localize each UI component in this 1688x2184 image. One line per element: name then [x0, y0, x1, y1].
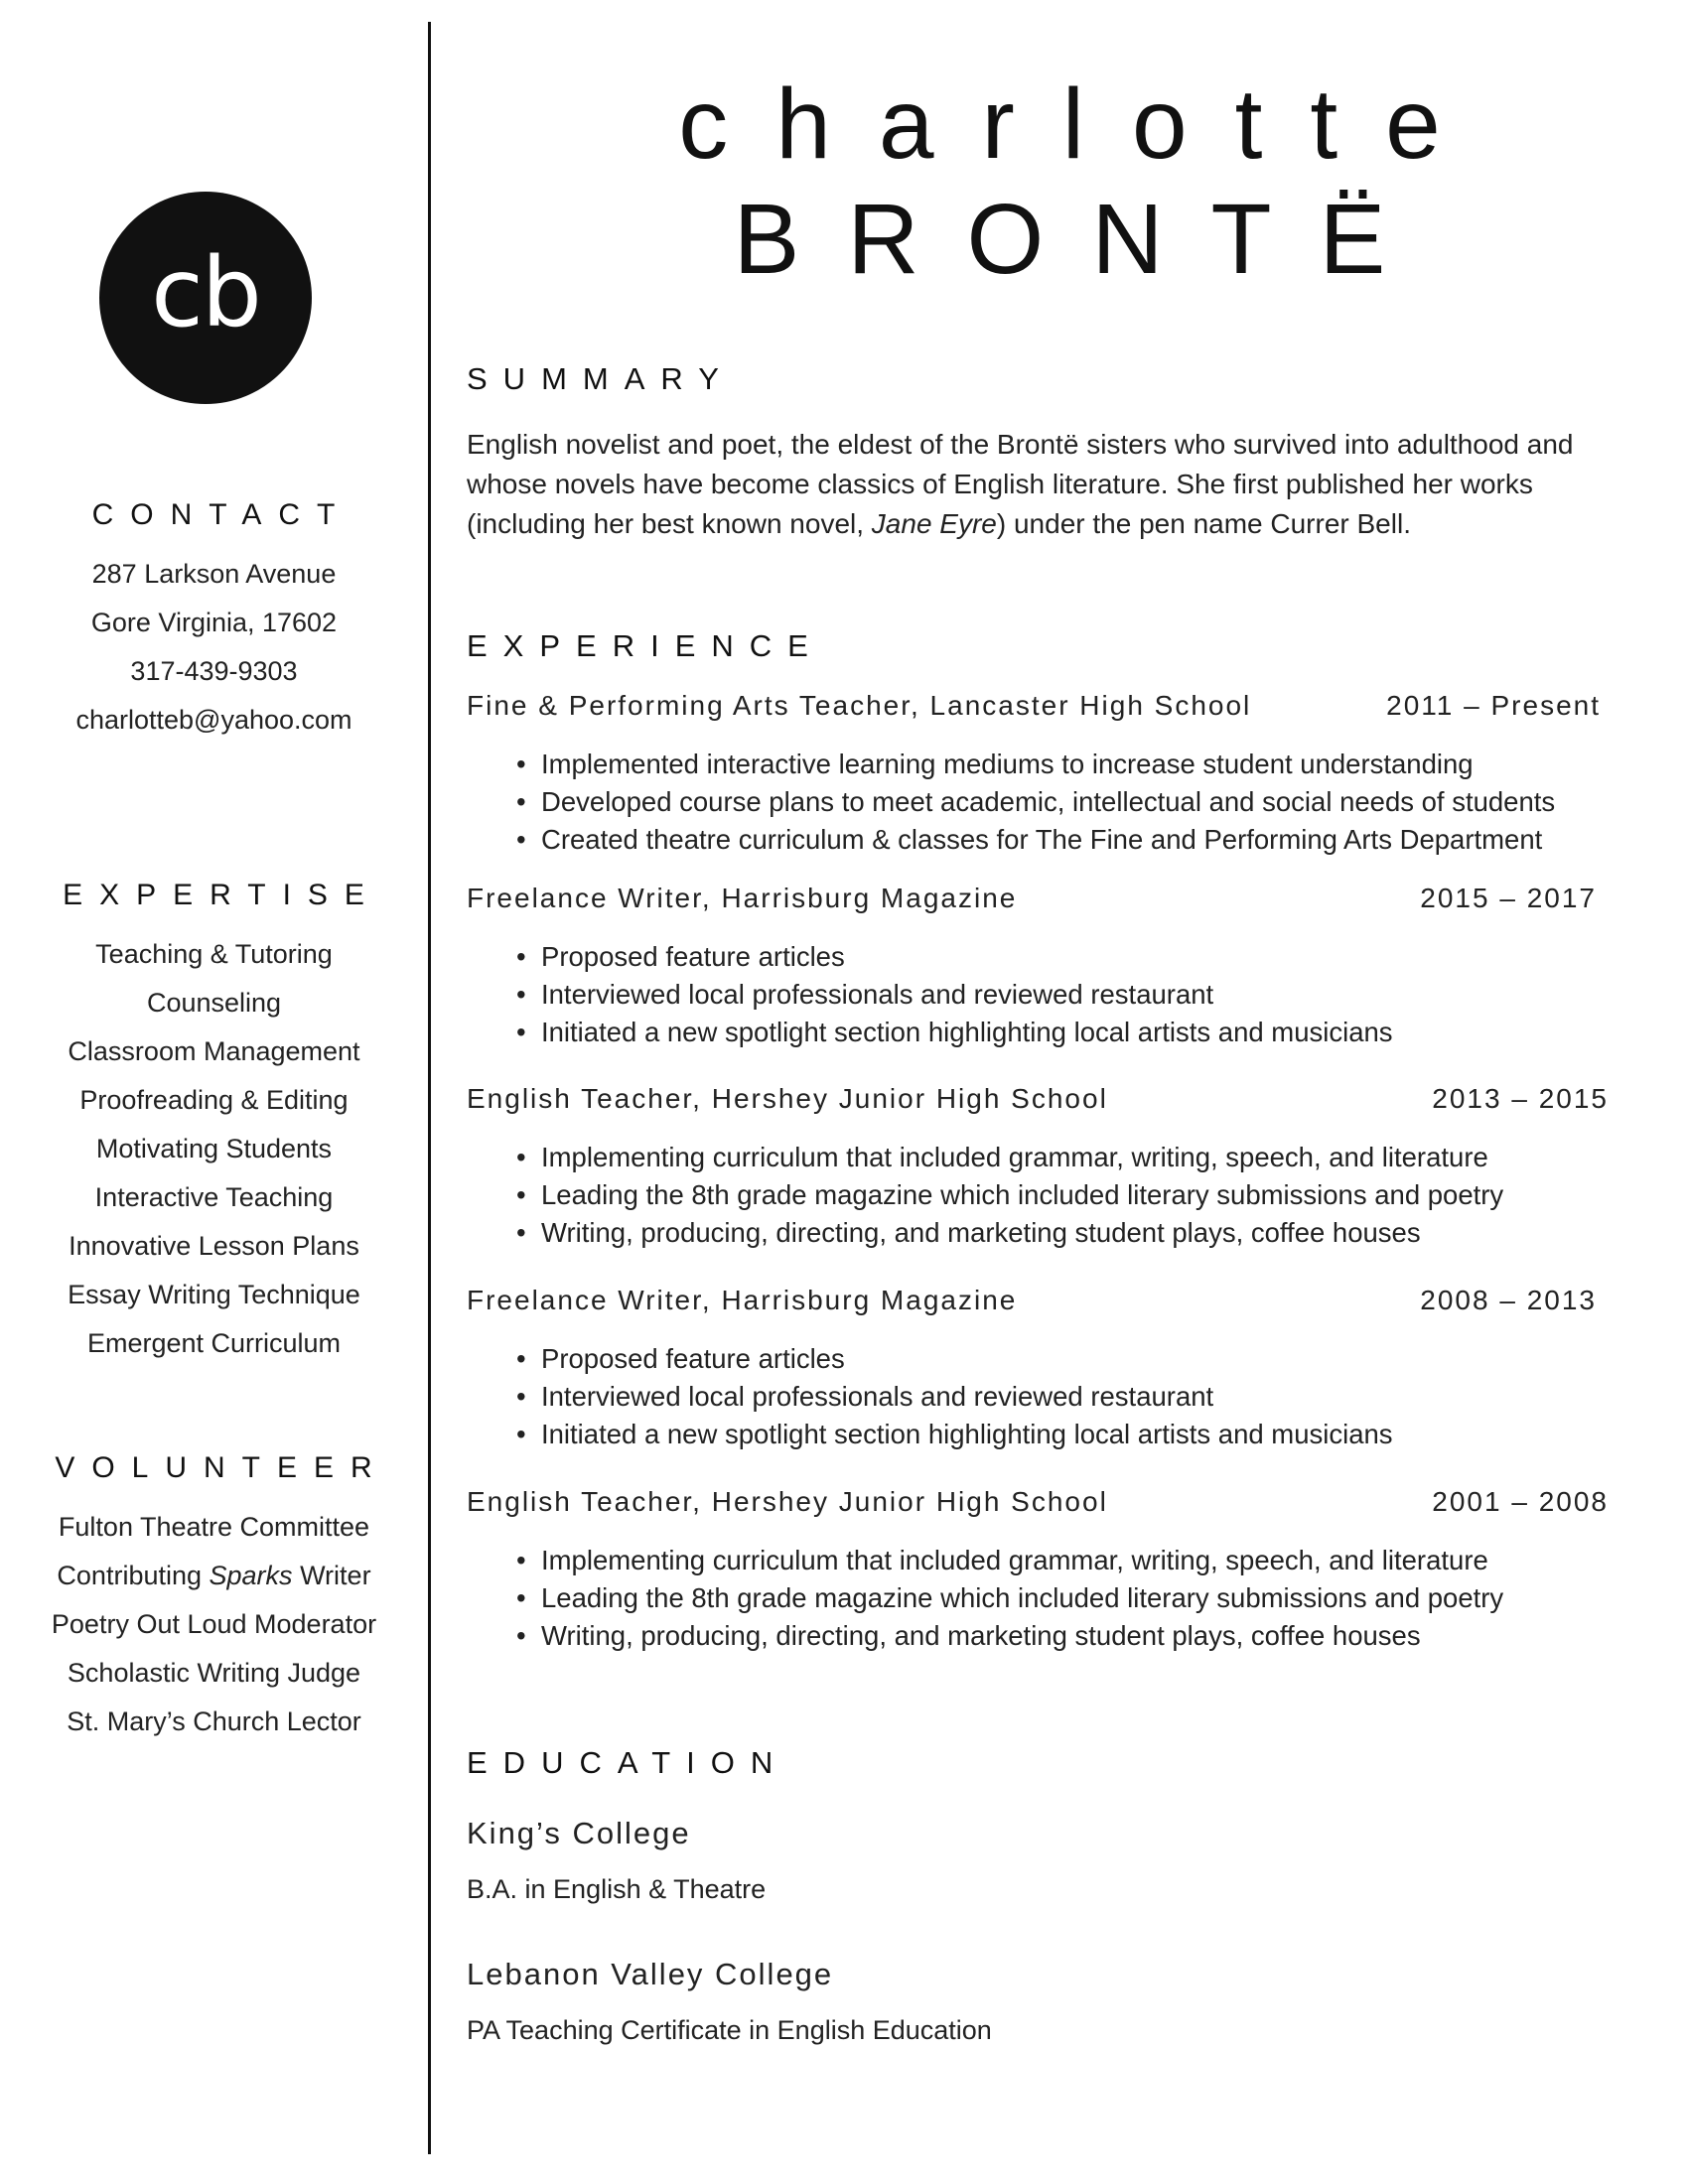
expertise-item: Emergent Curriculum	[86, 1328, 342, 1358]
job-bullets	[467, 1139, 1609, 1252]
job-bullet: • Leading the 8th grade magazine which included literary submissions and poetry	[467, 1176, 1609, 1214]
job-dates: 2001 – 2008	[1432, 1486, 1609, 1517]
contact-list	[0, 550, 428, 745]
job-bullet: • Implementing curriculum that included grammar, writing, speech, and literature	[467, 1139, 1609, 1176]
expertise-item: Proofreading & Editing	[79, 1085, 349, 1115]
volunteer-item	[0, 1552, 428, 1600]
volunteer-item: Poetry Out Loud Moderator	[51, 1609, 377, 1639]
job-bullet: • Writing, producing, directing, and marketing student plays, coffee houses	[467, 1617, 1609, 1655]
school-name: King’s College	[467, 1816, 691, 1850]
job-title: Freelance Writer, Harrisburg Magazine	[467, 1285, 1018, 1315]
publication-name: Sparks	[209, 1561, 293, 1590]
job-entry	[467, 690, 1609, 859]
job-bullets	[467, 1340, 1609, 1453]
expertise-item: Teaching & Tutoring	[95, 939, 333, 969]
job-header	[467, 1285, 1609, 1324]
job-bullet: • Implementing curriculum that included grammar, writing, speech, and literature	[467, 1542, 1609, 1579]
degree: PA Teaching Certificate in English Education	[467, 2015, 992, 2045]
expertise-heading: EXPERTISE	[63, 879, 381, 911]
expertise-item: Counseling	[146, 988, 282, 1018]
summary-text-part: ) under the pen name Currer Bell.	[996, 508, 1411, 539]
monogram-badge: cb	[99, 192, 312, 404]
job-dates: 2008 – 2013	[1420, 1285, 1597, 1315]
job-bullet: • Created theatre curriculum & classes for The Fine and Performing Arts Department	[467, 821, 1609, 859]
volunteer-list	[0, 1503, 428, 1746]
job-title: Fine & Performing Arts Teacher, Lancaster High School	[467, 690, 1252, 721]
job-header	[467, 883, 1609, 922]
expertise-section	[0, 879, 428, 1368]
contact-phone: 317-439-9303	[130, 656, 298, 686]
contact-email: charlotteb@yahoo.com	[75, 705, 352, 735]
education-entry	[467, 1814, 1559, 1907]
job-bullet: • Developed course plans to meet academic, intellectual and social needs of students	[467, 783, 1609, 821]
job-entry	[467, 1083, 1609, 1252]
job-bullet: • Leading the 8th grade magazine which included literary submissions and poetry	[467, 1579, 1609, 1617]
expertise-item: Interactive Teaching	[94, 1182, 334, 1212]
contact-address: 287 Larkson Avenue	[91, 559, 337, 589]
volunteer-item: Scholastic Writing Judge	[67, 1658, 361, 1688]
job-entry	[467, 1486, 1609, 1655]
experience-heading: EXPERIENCE	[467, 628, 824, 663]
expertise-item: Innovative Lesson Plans	[69, 1231, 359, 1261]
volunteer-heading: VOLUNTEER	[55, 1451, 389, 1484]
education-entry	[467, 1955, 1559, 2048]
novel-title: Jane Eyre	[871, 508, 997, 539]
job-dates: 2011 – Present	[1386, 690, 1601, 721]
expertise-list	[0, 930, 428, 1368]
contact-section	[0, 498, 428, 745]
job-bullet: • Implemented interactive learning mediums to increase student understanding	[467, 746, 1609, 783]
job-bullet: • Proposed feature articles	[467, 1340, 1609, 1378]
column-divider	[428, 22, 431, 2154]
job-entry	[467, 883, 1609, 1051]
volunteer-item: St. Mary’s Church Lector	[67, 1706, 361, 1736]
summary-text-part: English novelist and poet, the eldest of the Brontë sisters who survived into adulthood and whose novels have become classics of English literature. She first published her works (including her best known novel,	[467, 429, 1574, 539]
job-title: Freelance Writer, Harrisburg Magazine	[467, 883, 1018, 913]
expertise-item: Motivating Students	[95, 1134, 333, 1163]
volunteer-item-text: Writer	[292, 1561, 371, 1590]
volunteer-section	[0, 1451, 428, 1746]
job-bullets	[467, 938, 1609, 1051]
job-title: English Teacher, Hershey Junior High School	[467, 1486, 1108, 1517]
job-bullet: • Initiated a new spotlight section highlighting local artists and musicians	[467, 1014, 1609, 1051]
job-header	[467, 690, 1609, 730]
contact-city: Gore Virginia, 17602	[90, 608, 338, 637]
volunteer-item-text: Contributing	[57, 1561, 210, 1590]
job-bullet: • Interviewed local professionals and reviewed restaurant	[467, 976, 1609, 1014]
sidebar	[0, 0, 428, 2184]
last-name: BRONTË	[733, 184, 1434, 295]
job-title: English Teacher, Hershey Junior High School	[467, 1083, 1108, 1114]
job-dates: 2015 – 2017	[1420, 883, 1597, 913]
job-header	[467, 1083, 1609, 1123]
job-bullet: • Initiated a new spotlight section highlighting local artists and musicians	[467, 1416, 1609, 1453]
job-bullets	[467, 746, 1609, 859]
job-bullet: • Interviewed local professionals and reviewed restaurant	[467, 1378, 1609, 1416]
job-bullets	[467, 1542, 1609, 1655]
job-bullet: • Proposed feature articles	[467, 938, 1609, 976]
school-name: Lebanon Valley College	[467, 1957, 834, 1991]
degree: B.A. in English & Theatre	[467, 1874, 767, 1904]
expertise-item: Essay Writing Technique	[68, 1280, 360, 1309]
job-bullet: • Writing, producing, directing, and marketing student plays, coffee houses	[467, 1214, 1609, 1252]
job-header	[467, 1486, 1609, 1526]
first-name: charlotte	[678, 68, 1488, 180]
job-dates: 2013 – 2015	[1432, 1083, 1609, 1114]
summary-heading: SUMMARY	[467, 361, 735, 396]
job-entry	[467, 1285, 1609, 1453]
expertise-item: Classroom Management	[68, 1036, 360, 1066]
summary-text	[467, 425, 1599, 544]
volunteer-item: Fulton Theatre Committee	[58, 1512, 370, 1542]
contact-heading: CONTACT	[91, 498, 352, 531]
education-heading: EDUCATION	[467, 1745, 789, 1780]
